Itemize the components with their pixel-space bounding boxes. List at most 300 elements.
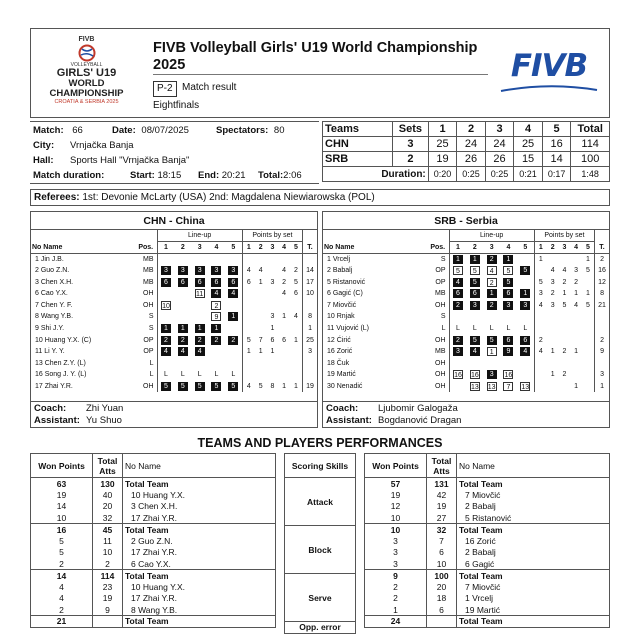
lineup-cell [191, 276, 208, 288]
total-atts: 10 [93, 547, 123, 559]
total-atts [93, 616, 123, 628]
col-head: T. [595, 242, 609, 254]
roster-group-row [323, 230, 609, 242]
set-points: 5 [534, 276, 547, 288]
lineup-cell [208, 311, 225, 323]
lineup-cell [449, 346, 466, 358]
lineup-cell [466, 334, 483, 346]
lineup-mark: 4 [178, 347, 188, 356]
player-name: 9 Shi J.Y. [35, 325, 65, 333]
lineup-cell [174, 381, 191, 393]
lineup-cell [466, 288, 483, 300]
set-points: 2 [293, 267, 298, 275]
lineup-mark: 5 [453, 266, 463, 275]
lineup-mark: 2 [487, 301, 497, 310]
set-points: 6 [242, 276, 255, 288]
total-points [303, 300, 317, 312]
result-col-set4: 4 [514, 122, 543, 137]
set-points [547, 381, 559, 393]
lineup-cell [466, 346, 483, 358]
lineup-cell [483, 253, 500, 265]
total-score: 114 [571, 137, 610, 152]
lineup-mark: 1 [520, 289, 530, 298]
set-points [242, 358, 255, 370]
set-score: 25 [428, 137, 457, 152]
perf-name: 17 Zhai Y.R. [131, 547, 177, 558]
total-points [303, 369, 317, 381]
set-points [582, 381, 595, 393]
col-head: 4 [506, 243, 511, 251]
skill-name: Attack [307, 496, 333, 507]
set-points: 1 [282, 383, 286, 391]
lineup-cell [157, 369, 174, 381]
lineup-cell [466, 253, 483, 265]
won-points: 3 [365, 535, 427, 547]
set-points [242, 288, 255, 300]
lineup-cell [449, 276, 466, 288]
lineup-cell [174, 265, 191, 277]
lineup-cell [191, 358, 208, 370]
player-row [323, 300, 609, 312]
team-panel-srb [322, 211, 610, 402]
player-name: 10 Rnjak [327, 313, 355, 321]
lineup-cell [483, 323, 500, 335]
player-name: 1 Jin J.B. [35, 255, 64, 263]
skill-row [285, 574, 356, 622]
lineup-cell [208, 300, 225, 312]
lineup-cell [225, 358, 242, 370]
lineup-cell [517, 334, 534, 346]
set-points [242, 253, 255, 265]
result-col-set5: 5 [542, 122, 571, 137]
set-points [242, 311, 255, 323]
set-points: 1 [550, 348, 555, 356]
lineup-cell [466, 265, 483, 277]
total-atts: 45 [93, 524, 123, 536]
player-position: MB [143, 255, 154, 263]
lineup-cell [449, 381, 466, 393]
total-duration: 1:48 [571, 167, 610, 182]
lineup-mark: 2 [161, 336, 171, 345]
player-name: 12 Ćirić [327, 336, 351, 344]
set-score: 26 [485, 152, 514, 167]
col-head: 2 [258, 243, 263, 251]
lineup-mark: 5 [470, 278, 480, 287]
total-points: 1 [595, 381, 609, 393]
perf-name: Total Team [125, 478, 169, 489]
total-points [595, 358, 609, 370]
total-atts: 131 [427, 478, 457, 490]
set-points [255, 300, 267, 312]
total-points: 2 [595, 253, 609, 265]
lineup-cell [208, 369, 225, 381]
lineup-cell [191, 334, 208, 346]
lineup-cell [517, 311, 534, 323]
player-row [31, 276, 317, 288]
won-points: 16 [31, 524, 93, 536]
lineup-cell [517, 300, 534, 312]
set-points [534, 369, 547, 381]
set-points: 5 [293, 278, 298, 286]
lineup-cell [466, 276, 483, 288]
lineup-mark: 5 [503, 278, 513, 287]
set-points: 8 [270, 383, 275, 391]
logo-girls-text: GIRLS' U19 [56, 67, 117, 79]
player-position: OP [143, 348, 154, 356]
lineup-mark: 6 [195, 278, 205, 287]
total-points: 21 [595, 300, 609, 312]
lineup-mark: 5 [487, 336, 497, 345]
set-points [570, 369, 582, 381]
result-duration-row [323, 167, 610, 182]
lineup-mark: L [523, 325, 528, 333]
total-atts: 6 [427, 604, 457, 616]
result-table [322, 121, 610, 182]
title-line-1: FIVB Volleyball Girls' U19 World Championship [153, 40, 478, 56]
lineup-cell [483, 311, 500, 323]
set-points [278, 358, 290, 370]
lineup-cell [466, 358, 483, 370]
lineup-cell [157, 323, 174, 335]
col-head: 1 [157, 242, 174, 254]
lineup-mark: L [214, 371, 219, 379]
player-position: OH [435, 383, 446, 391]
lineup-cell [157, 265, 174, 277]
player-position: OP [143, 336, 154, 344]
total-atts-header: Total Atts [427, 454, 457, 478]
perf-name: 6 Cao Y.X. [131, 558, 171, 569]
lineup-mark: L [164, 371, 168, 379]
lineup-mark: L [180, 371, 185, 379]
set-points: 1 [258, 278, 263, 286]
player-position: OH [143, 301, 154, 309]
spectators-label: Spectators: [216, 125, 269, 136]
set-points: 1 [562, 290, 567, 298]
set-points [267, 288, 279, 300]
player-position: OH [435, 301, 446, 309]
lineup-mark: 6 [503, 336, 513, 345]
set-points: 4 [282, 267, 286, 275]
lineup-mark: 6 [228, 278, 238, 287]
lineup-cell [500, 253, 517, 265]
lineup-mark: 10 [162, 302, 170, 310]
sets-won: 3 [393, 137, 429, 152]
won-points: 2 [31, 558, 93, 570]
lineup-cell [157, 346, 174, 358]
perf-name: Total Team [459, 524, 503, 535]
player-name: 8 Wang Y.B. [35, 313, 74, 321]
perf-name: Total Team [125, 570, 169, 581]
total-points: 14 [303, 265, 317, 277]
lineup-cell [208, 323, 225, 335]
result-col-set3: 3 [485, 122, 514, 137]
set-points: 2 [562, 371, 567, 379]
lineup-cell [174, 358, 191, 370]
lineup-mark: 5 [520, 266, 530, 275]
perf-name: 10 Huang Y.X. [131, 489, 186, 500]
lineup-cell [191, 311, 208, 323]
lineup-mark: 6 [453, 289, 463, 298]
coach-box-chn [30, 402, 318, 428]
event-logo [34, 36, 139, 112]
assistant-label: Assistant: [34, 415, 80, 426]
lineup-cell [449, 323, 466, 335]
city-label: City: [33, 140, 55, 151]
lineup-cell [466, 369, 483, 381]
player-row [323, 323, 609, 335]
set-points [582, 334, 595, 346]
blank-cell [303, 230, 317, 242]
blank-cell [595, 230, 609, 242]
player-name: 16 Zorić [327, 348, 353, 356]
fivb-swoosh-icon [497, 84, 601, 94]
referees-names: 1st: Devonie McLarty (USA) 2nd: Magdalena Niewiarowska (POL) [82, 192, 375, 203]
lineup-mark: 2 [228, 336, 238, 345]
set-points [582, 323, 595, 335]
set-points [582, 311, 595, 323]
lineup-cell [191, 288, 208, 300]
points-by-set-header: Points by set [534, 230, 594, 242]
spectators: 80 [273, 125, 285, 136]
player-position: OH [435, 336, 446, 344]
set-points [267, 265, 279, 277]
perf-row [365, 616, 610, 628]
set-points [582, 346, 595, 358]
lineup-mark: 5 [161, 382, 171, 391]
total-atts: 32 [427, 524, 457, 536]
player-position: OP [435, 267, 446, 275]
performances-area [30, 453, 610, 633]
perf-name: 1 Vrcelj [465, 593, 494, 604]
lineup-cell [225, 381, 242, 393]
perf-row [31, 558, 276, 570]
lineup-mark: L [472, 325, 477, 333]
player-name: 13 Chen Z.Y. (L) [35, 359, 86, 367]
won-points: 2 [365, 593, 427, 605]
won-points: 9 [365, 570, 427, 582]
col-head: 3 [270, 243, 275, 251]
lineup-cell [517, 288, 534, 300]
lineup-cell [500, 311, 517, 323]
hall: Sports Hall "Vrnjačka Banja" [70, 155, 190, 166]
lineup-cell [449, 358, 466, 370]
lineup-cell [500, 265, 517, 277]
lineup-mark: 1 [487, 289, 497, 298]
assistant-name: Yu Shuo [86, 415, 122, 426]
set-points [278, 253, 290, 265]
lineup-cell [174, 288, 191, 300]
perf-name: 16 Zorić [465, 535, 496, 546]
set-score: 25 [514, 137, 543, 152]
set-points: 4 [293, 313, 298, 321]
lineup-cell [500, 300, 517, 312]
col-head: Pos. [138, 243, 154, 251]
set-points [267, 369, 279, 381]
team-panel-chn [30, 211, 318, 402]
player-position: L [441, 325, 446, 333]
lineup-cell [500, 276, 517, 288]
title-line-2: 2025 [153, 57, 186, 73]
lineup-cell [483, 369, 500, 381]
player-position: OP [435, 278, 446, 286]
lineup-cell [157, 311, 174, 323]
lineup-mark: 1 [470, 255, 480, 264]
set-points [242, 323, 255, 335]
set-points [278, 323, 290, 335]
col-head: 2 [180, 243, 185, 251]
set-points: 5 [562, 301, 567, 309]
perf-header-row [31, 454, 276, 478]
name-header: No Name [125, 460, 161, 471]
lineup-mark: L [489, 325, 494, 333]
won-points: 2 [31, 604, 93, 616]
perf-name: 5 Ristanović [465, 512, 512, 523]
set-points [582, 369, 595, 381]
perf-row [31, 593, 276, 605]
lineup-cell [174, 323, 191, 335]
volleyball-icon [78, 44, 96, 62]
perf-row [31, 524, 276, 536]
col-head: 5 [231, 243, 236, 251]
set-points [570, 358, 582, 370]
set-points: 2 [550, 290, 555, 298]
performances-title: TEAMS AND PLAYERS PERFORMANCES [197, 436, 443, 450]
lineup-cell [225, 288, 242, 300]
lineup-mark: 9 [211, 312, 221, 321]
col-head: 3 [197, 243, 202, 251]
lineup-mark: 3 [503, 301, 513, 310]
total-points: 19 [303, 381, 317, 393]
lineup-cell [483, 358, 500, 370]
lineup-cell [157, 253, 174, 265]
lineup-cell [174, 300, 191, 312]
set-score: 15 [514, 152, 543, 167]
won-points: 2 [365, 581, 427, 593]
coach-box-srb [322, 402, 610, 428]
lineup-cell [517, 358, 534, 370]
col-head: 4 [214, 243, 219, 251]
lineup-mark: 1 [178, 324, 188, 333]
set-points [255, 323, 267, 335]
assistant-name: Bogdanović Dragan [378, 415, 462, 426]
lineup-mark: 7 [503, 382, 513, 391]
set-points: 2 [574, 278, 578, 286]
fivb-logo-text: FIVB [510, 48, 588, 84]
set-points [278, 346, 290, 358]
perf-name: 3 Chen X.H. [131, 501, 178, 512]
total-time: 2:06 [283, 170, 302, 181]
roster-group-row [31, 230, 317, 242]
lineup-cell [225, 311, 242, 323]
points-by-set-header: Points by set [242, 230, 302, 242]
player-name: 19 Martić [327, 371, 356, 379]
perf-row [365, 489, 610, 501]
total-atts: 114 [93, 570, 123, 582]
set-points: 4 [534, 346, 547, 358]
team-code: CHN [323, 137, 393, 152]
lineup-cell [483, 381, 500, 393]
scoring-skills-table [284, 453, 356, 634]
result-row-chn [323, 137, 610, 152]
perf-row [31, 512, 276, 524]
perf-name: 2 Babalj [465, 547, 496, 558]
lineup-mark: 6 [470, 289, 480, 298]
lineup-cell [191, 381, 208, 393]
lineup-mark: 1 [503, 255, 513, 264]
perf-row [365, 570, 610, 582]
blank-cell [323, 230, 449, 242]
player-position: OH [435, 359, 446, 367]
col-head: 1 [242, 242, 255, 254]
set-points [534, 265, 547, 277]
lineup-mark: 1 [487, 347, 497, 356]
total-points [595, 311, 609, 323]
set-points: 4 [550, 267, 555, 275]
set-points: 1 [293, 336, 298, 344]
lineup-cell [191, 253, 208, 265]
total-points: 10 [303, 288, 317, 300]
lineup-cell [466, 311, 483, 323]
scoring-skills-label: Scoring Skills [291, 460, 349, 471]
lineup-cell [449, 369, 466, 381]
set-points [559, 334, 571, 346]
col-head: No Name [32, 243, 63, 251]
perf-name: 7 Miovčić [465, 581, 501, 592]
lineup-cell [208, 265, 225, 277]
lineup-mark: 2 [178, 336, 188, 345]
set-points: 4 [242, 381, 255, 393]
city: Vrnjačka Banja [70, 140, 134, 151]
lineup-cell [157, 300, 174, 312]
duration-label: Match duration: [33, 170, 105, 181]
player-row [31, 253, 317, 265]
lineup-cell [157, 276, 174, 288]
logo-volleyball-text: VOLLEYBALL [70, 62, 103, 68]
player-row [31, 334, 317, 346]
set-points: 4 [282, 290, 286, 298]
lineup-cell [208, 381, 225, 393]
result-col-set2: 2 [457, 122, 486, 137]
won-points: 10 [365, 512, 427, 524]
col-head: Pos. [430, 243, 446, 251]
set-points [290, 346, 303, 358]
player-position: S [440, 313, 446, 321]
coach-label: Coach: [326, 403, 359, 414]
phase: Eightfinals [153, 100, 200, 111]
lineup-cell [208, 334, 225, 346]
coach-label: Coach: [34, 403, 67, 414]
won-points: 24 [365, 616, 427, 628]
start-time: 18:15 [157, 170, 182, 181]
set-points: 3 [270, 278, 275, 286]
set-points: 2 [534, 334, 547, 346]
skill-name: Block [308, 544, 332, 555]
lineup-cell [208, 288, 225, 300]
set-points [570, 334, 582, 346]
set-points: 1 [550, 371, 555, 379]
lineup-cell [500, 346, 517, 358]
lineup-mark: L [197, 371, 202, 379]
lineup-mark: 3 [228, 266, 238, 275]
lineup-mark: 3 [211, 266, 221, 275]
col-head: No Name [324, 243, 355, 251]
set-points: 4 [534, 300, 547, 312]
lineup-mark: 6 [520, 336, 530, 345]
set-points [242, 369, 255, 381]
lineup-cell [466, 300, 483, 312]
col-head: 1 [534, 242, 547, 254]
set-points: 2 [562, 278, 567, 286]
